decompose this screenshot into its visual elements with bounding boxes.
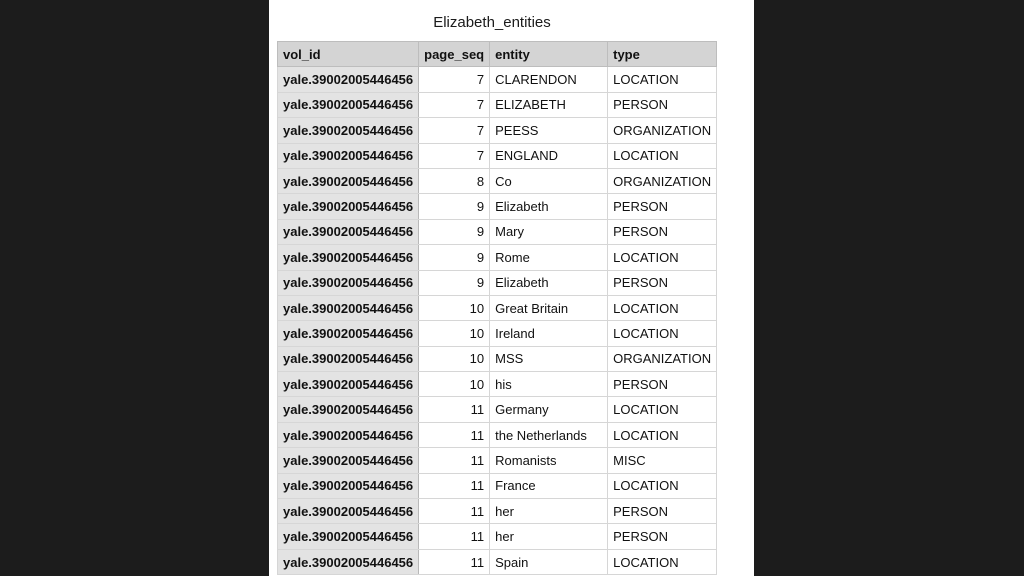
page-seq-cell[interactable]: 10: [419, 346, 490, 371]
entity-cell[interactable]: Elizabeth: [490, 270, 608, 295]
table-row: [278, 473, 717, 498]
type-cell[interactable]: LOCATION: [608, 67, 717, 92]
vol-id-cell[interactable]: yale.39002005446456: [278, 372, 419, 397]
page-seq-cell[interactable]: 9: [419, 270, 490, 295]
table-row: [278, 92, 717, 117]
vol-id-cell[interactable]: yale.39002005446456: [278, 143, 419, 168]
entity-cell[interactable]: Elizabeth: [490, 194, 608, 219]
table-row: [278, 346, 717, 371]
page-seq-cell[interactable]: 7: [419, 118, 490, 143]
table-row: [278, 194, 717, 219]
vol-id-cell[interactable]: yale.39002005446456: [278, 219, 419, 244]
page-seq-cell[interactable]: 11: [419, 448, 490, 473]
page-seq-cell[interactable]: 10: [419, 372, 490, 397]
vol-id-cell[interactable]: yale.39002005446456: [278, 346, 419, 371]
type-cell[interactable]: PERSON: [608, 92, 717, 117]
type-cell[interactable]: PERSON: [608, 524, 717, 549]
type-cell[interactable]: MISC: [608, 448, 717, 473]
entity-cell[interactable]: Great Britain: [490, 295, 608, 320]
vol-id-cell[interactable]: yale.39002005446456: [278, 168, 419, 193]
table-row: [278, 448, 717, 473]
header-row: [278, 42, 717, 67]
sheet-title: Elizabeth_entities: [433, 14, 551, 31]
spreadsheet-page: [269, 0, 754, 576]
table-row: [278, 168, 717, 193]
vol-id-cell[interactable]: yale.39002005446456: [278, 92, 419, 117]
entity-cell[interactable]: Ireland: [490, 321, 608, 346]
vol-id-cell[interactable]: yale.39002005446456: [278, 499, 419, 524]
entity-cell[interactable]: the Netherlands: [490, 422, 608, 447]
page-seq-cell[interactable]: 9: [419, 219, 490, 244]
page-seq-cell[interactable]: 9: [419, 194, 490, 219]
vol-id-cell[interactable]: yale.39002005446456: [278, 321, 419, 346]
column-header-vol-id[interactable]: vol_id: [278, 42, 419, 67]
entity-cell[interactable]: Romanists: [490, 448, 608, 473]
entity-cell[interactable]: MSS: [490, 346, 608, 371]
entity-cell[interactable]: CLARENDON: [490, 67, 608, 92]
type-cell[interactable]: LOCATION: [608, 473, 717, 498]
entity-cell[interactable]: Germany: [490, 397, 608, 422]
table-row: [278, 549, 717, 574]
table-row: [278, 499, 717, 524]
entity-cell[interactable]: PEESS: [490, 118, 608, 143]
vol-id-cell[interactable]: yale.39002005446456: [278, 524, 419, 549]
vol-id-cell[interactable]: yale.39002005446456: [278, 397, 419, 422]
page-seq-cell[interactable]: 9: [419, 245, 490, 270]
table-row: [278, 67, 717, 92]
entity-cell[interactable]: Rome: [490, 245, 608, 270]
type-cell[interactable]: LOCATION: [608, 245, 717, 270]
table-row: [278, 372, 717, 397]
vol-id-cell[interactable]: yale.39002005446456: [278, 295, 419, 320]
type-cell[interactable]: PERSON: [608, 372, 717, 397]
vol-id-cell[interactable]: yale.39002005446456: [278, 473, 419, 498]
page-seq-cell[interactable]: 7: [419, 67, 490, 92]
table-row: [278, 422, 717, 447]
type-cell[interactable]: LOCATION: [608, 143, 717, 168]
table-row: [278, 143, 717, 168]
vol-id-cell[interactable]: yale.39002005446456: [278, 118, 419, 143]
page-seq-cell[interactable]: 10: [419, 295, 490, 320]
table-row: [278, 118, 717, 143]
column-header-type[interactable]: type: [608, 42, 717, 67]
column-header-entity[interactable]: entity: [490, 42, 608, 67]
page-seq-cell[interactable]: 11: [419, 499, 490, 524]
page-seq-cell[interactable]: 11: [419, 473, 490, 498]
table-row: [278, 397, 717, 422]
vol-id-cell[interactable]: yale.39002005446456: [278, 448, 419, 473]
page-seq-cell[interactable]: 11: [419, 549, 490, 574]
vol-id-cell[interactable]: yale.39002005446456: [278, 270, 419, 295]
type-cell[interactable]: LOCATION: [608, 295, 717, 320]
vol-id-cell[interactable]: yale.39002005446456: [278, 549, 419, 574]
page-seq-cell[interactable]: 11: [419, 422, 490, 447]
type-cell[interactable]: PERSON: [608, 219, 717, 244]
entity-cell[interactable]: Mary: [490, 219, 608, 244]
type-cell[interactable]: LOCATION: [608, 397, 717, 422]
page-seq-cell[interactable]: 8: [419, 168, 490, 193]
entity-cell[interactable]: his: [490, 372, 608, 397]
entities-table: [277, 41, 717, 575]
table-row: [278, 270, 717, 295]
entity-cell[interactable]: her: [490, 499, 608, 524]
page-seq-cell[interactable]: 7: [419, 143, 490, 168]
table-row: [278, 245, 717, 270]
type-cell[interactable]: ORGANIZATION: [608, 118, 717, 143]
type-cell[interactable]: PERSON: [608, 194, 717, 219]
type-cell[interactable]: ORGANIZATION: [608, 168, 717, 193]
entity-cell[interactable]: Spain: [490, 549, 608, 574]
entity-cell[interactable]: ENGLAND: [490, 143, 608, 168]
page-seq-cell[interactable]: 11: [419, 524, 490, 549]
type-cell[interactable]: LOCATION: [608, 549, 717, 574]
type-cell[interactable]: PERSON: [608, 499, 717, 524]
table-row: [278, 321, 717, 346]
entity-cell[interactable]: her: [490, 524, 608, 549]
entity-cell[interactable]: France: [490, 473, 608, 498]
entity-cell[interactable]: Co: [490, 168, 608, 193]
entity-cell[interactable]: ELIZABETH: [490, 92, 608, 117]
page-seq-cell[interactable]: 10: [419, 321, 490, 346]
table-row: [278, 219, 717, 244]
column-header-page-seq[interactable]: page_seq: [419, 42, 490, 67]
page-seq-cell[interactable]: 7: [419, 92, 490, 117]
table-row: [278, 295, 717, 320]
type-cell[interactable]: PERSON: [608, 270, 717, 295]
type-cell[interactable]: LOCATION: [608, 422, 717, 447]
table-row: [278, 524, 717, 549]
vol-id-cell[interactable]: yale.39002005446456: [278, 67, 419, 92]
vol-id-cell[interactable]: yale.39002005446456: [278, 245, 419, 270]
vol-id-cell[interactable]: yale.39002005446456: [278, 422, 419, 447]
page-seq-cell[interactable]: 11: [419, 397, 490, 422]
type-cell[interactable]: ORGANIZATION: [608, 346, 717, 371]
type-cell[interactable]: LOCATION: [608, 321, 717, 346]
vol-id-cell[interactable]: yale.39002005446456: [278, 194, 419, 219]
